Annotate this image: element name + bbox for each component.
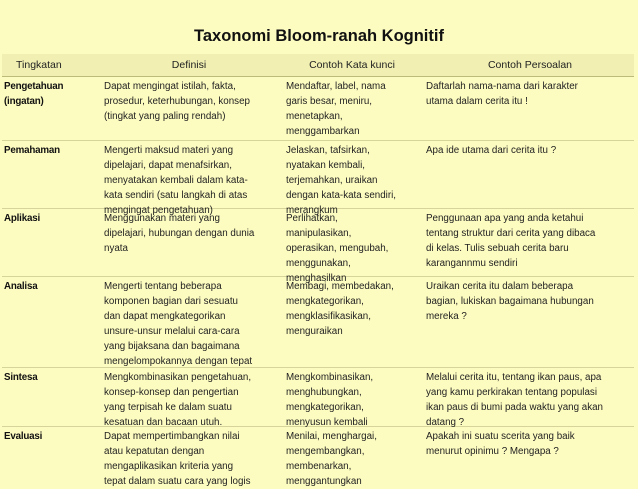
- table-row: [2, 209, 634, 284]
- row-level: Pemahaman: [4, 145, 60, 156]
- table-row: [2, 141, 634, 216]
- row-question: Melalui cerita itu, tentang ikan paus, apa yang kamu perkirakan tentang populasi ikan paus di bumi pada waktu yang akan datang ?: [426, 372, 604, 428]
- row-keywords: Membagi, membedakan, mengkategorikan, mengklasifikasikan, menguraikan: [286, 281, 394, 337]
- table-row: [2, 427, 634, 487]
- row-level: Aplikasi: [4, 213, 40, 224]
- row-keywords: Mendaftar, label, nama garis besar, meniru, menetapkan, menggambarkan: [286, 81, 386, 137]
- row-level: Pengetahuan (ingatan): [4, 81, 64, 107]
- page-title: Taxonomi Bloom-ranah Kognitif: [194, 27, 444, 45]
- taxonomy-table: [2, 54, 634, 487]
- row-definition: Menggunakan materi yang dipelajari, hubungan dengan dunia nyata: [104, 213, 255, 254]
- row-definition: Mengkombinasikan pengetahuan, konsep-konsep dan pengertian yang terpisah ke dalam suatu kesatuan dan bacaan utuh.: [104, 372, 252, 428]
- row-definition: Mengerti tentang beberapa komponen bagian dari sesuatu dan dapat mengkategorikan unsure-unsur melalui cara-cara yang bijaksana dan bagaimana mengelompokannya dengan tepat: [104, 281, 253, 367]
- row-level: Evaluasi: [4, 431, 43, 442]
- row-keywords: Perlihatkan, manipulasikan, operasikan, mengubah, menggunakan, menghasilkan: [286, 213, 389, 284]
- row-level: Sintesa: [4, 372, 38, 383]
- table-row: [2, 277, 634, 368]
- header-definisi: Definisi: [171, 59, 207, 71]
- row-question: Daftarlah nama-nama dari karakter utama dalam cerita itu !: [426, 81, 578, 107]
- row-keywords: Menilai, menghargai, mengembangkan, membenarkan, menggantungkan: [286, 431, 377, 487]
- header-tingkatan: Tingkatan: [16, 59, 62, 71]
- header-kata-kunci: Contoh Kata kunci: [309, 59, 395, 71]
- row-question: Uraikan cerita itu dalam beberapa bagian, lukiskan bagaimana hubungan mereka ?: [426, 281, 594, 322]
- row-definition: Mengerti maksud materi yang dipelajari, dapat menafsirkan, menyatakan kembali dalam kata- kata sendiri (satu langkah di atas mengingat pengetahuan): [104, 145, 248, 216]
- row-keywords: Jelaskan, tafsirkan, nyatakan kembali, terjemahkan, uraikan dengan kata-kata sendiri, merangkum: [286, 145, 397, 216]
- row-keywords: Mengkombinasikan, menghubungkan, mengkategorikan, menyusun kembali: [286, 372, 374, 428]
- table-row: [2, 368, 634, 427]
- header-persoalan: Contoh Persoalan: [487, 59, 573, 71]
- row-question: Apa ide utama dari cerita itu ?: [426, 145, 557, 156]
- row-question: Apakah ini suatu scerita yang baik menurut opinimu ? Mengapa ?: [426, 431, 575, 457]
- row-definition: Dapat mempertimbangkan nilai atau kepatutan dengan mengaplikasikan kriteria yang tepat dalam suatu cara yang logis: [104, 431, 251, 487]
- row-definition: Dapat mengingat istilah, fakta, prosedur, keterhubungan, konsep (tingkat yang paling rendah): [104, 81, 250, 122]
- row-question: Penggunaan apa yang anda ketahui tentang struktur dari cerita yang dibaca di kelas. Tulis sebuah cerita baru karangannmu sendiri: [426, 213, 596, 269]
- table-row: [2, 77, 634, 141]
- row-level: Analisa: [4, 281, 38, 292]
- table-header: [2, 54, 634, 77]
